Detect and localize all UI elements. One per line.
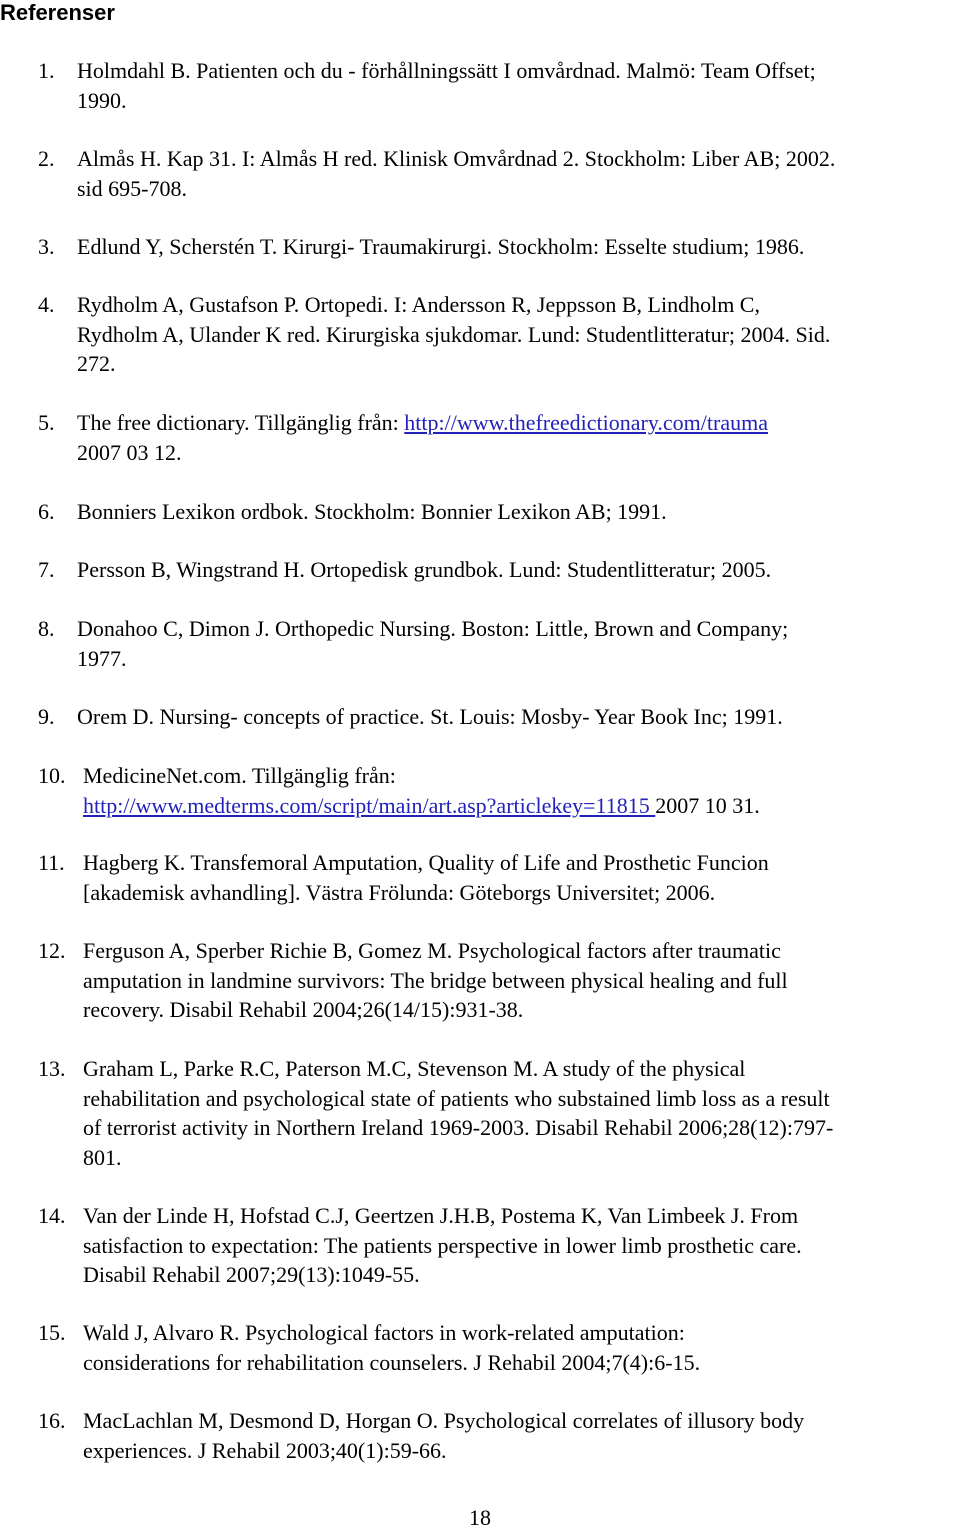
reference-link[interactable]: http://www.medterms.com/script/main/art.asp?articlekey=11815 xyxy=(83,792,656,818)
reference-number: 14. xyxy=(38,1203,66,1228)
reference-number: 6. xyxy=(38,499,55,524)
reference-text: MacLachlan M, Desmond D, Horgan O. Psychological correlates of illusory body experiences. J Rehabil 2003;40(1):59-66. xyxy=(83,1408,805,1463)
reference-text: Holmdahl B. Patienten och du - förhållningssätt I omvårdnad. Malmö: Team Offset; 1990. xyxy=(77,58,816,113)
reference-number: 3. xyxy=(38,234,55,259)
reference-text-after: 2007 10 31. xyxy=(655,792,760,818)
reference-text: Edlund Y, Scherstén T. Kirurgi- Traumakirurgi. Stockholm: Esselte studium; 1986. xyxy=(77,234,805,259)
reference-text: Ferguson A, Sperber Richie B, Gomez M. Psychological factors after traumatic amputation in landmine survivors: The bridge between physical healing and full recovery. Disabil Rehabil 2004;26(14/15):931-38. xyxy=(83,938,788,1022)
reference-text xyxy=(77,408,957,467)
reference-text: Bonniers Lexikon ordbok. Stockholm: Bonnier Lexikon AB; 1991. xyxy=(77,499,667,524)
reference-number: 2. xyxy=(38,146,55,171)
reference-text: Persson B, Wingstrand H. Ortopedisk grundbok. Lund: Studentlitteratur; 2005. xyxy=(77,557,772,582)
reference-text-before: The free dictionary. Tillgänglig från: xyxy=(77,410,405,435)
reference-text: Rydholm A, Gustafson P. Ortopedi. I: Andersson R, Jeppsson B, Lindholm C, Rydholm A, Ulander K red. Kirurgiska sjukdomar. Lund: Studentlitteratur; 2004. Sid. 272. xyxy=(77,292,831,376)
reference-text-after: 2007 03 12. xyxy=(77,439,182,465)
reference-number: 7. xyxy=(38,557,55,582)
reference-text: Van der Linde H, Hofstad C.J, Geertzen J.H.B, Postema K, Van Limbeek J. From satisfaction to expectation: The patients perspective in lower limb prosthetic care. Disabil Rehabil 2007;29(13):1049-55. xyxy=(83,1203,802,1287)
reference-number: 13. xyxy=(38,1056,66,1081)
reference-link[interactable]: http://www.thefreedictionary.com/trauma xyxy=(404,410,768,435)
reference-number: 4. xyxy=(38,292,55,317)
reference-number: 16. xyxy=(38,1408,66,1433)
page-heading: Referenser xyxy=(0,0,115,25)
reference-text: Almås H. Kap 31. I: Almås H red. Klinisk Omvårdnad 2. Stockholm: Liber AB; 2002. sid 695-708. xyxy=(77,146,836,201)
reference-text: Donahoo C, Dimon J. Orthopedic Nursing. Boston: Little, Brown and Company; 1977. xyxy=(77,616,789,671)
reference-text: Hagberg K. Transfemoral Amputation, Quality of Life and Prosthetic Funcion [akademisk avhandling]. Västra Frölunda: Göteborgs Universitet; 2006. xyxy=(83,850,769,905)
reference-number: 11. xyxy=(38,850,65,875)
reference-number: 12. xyxy=(38,938,66,963)
reference-text-before: MedicineNet.com. Tillgänglig från: xyxy=(83,763,396,788)
reference-text: Orem D. Nursing- concepts of practice. St. Louis: Mosby- Year Book Inc; 1991. xyxy=(77,704,783,729)
reference-number: 8. xyxy=(38,616,55,641)
reference-text xyxy=(83,761,960,820)
reference-text: Graham L, Parke R.C, Paterson M.C, Stevenson M. A study of the physical rehabilitation and psychological state of patients who substained limb loss as a result of terrorist activity in Northern Ireland 1969-2003. Disabil Rehabil 2006;28(12):797- 801. xyxy=(83,1056,834,1170)
reference-number: 1. xyxy=(38,58,55,83)
reference-number: 5. xyxy=(38,410,55,435)
reference-text: Wald J, Alvaro R. Psychological factors in work-related amputation: considerations for rehabilitation counselers. J Rehabil 2004;7(4):6-15. xyxy=(83,1320,701,1375)
reference-number: 15. xyxy=(38,1320,66,1345)
reference-number: 9. xyxy=(38,704,55,729)
page-number: 18 xyxy=(469,1505,491,1530)
reference-number: 10. xyxy=(38,763,66,788)
